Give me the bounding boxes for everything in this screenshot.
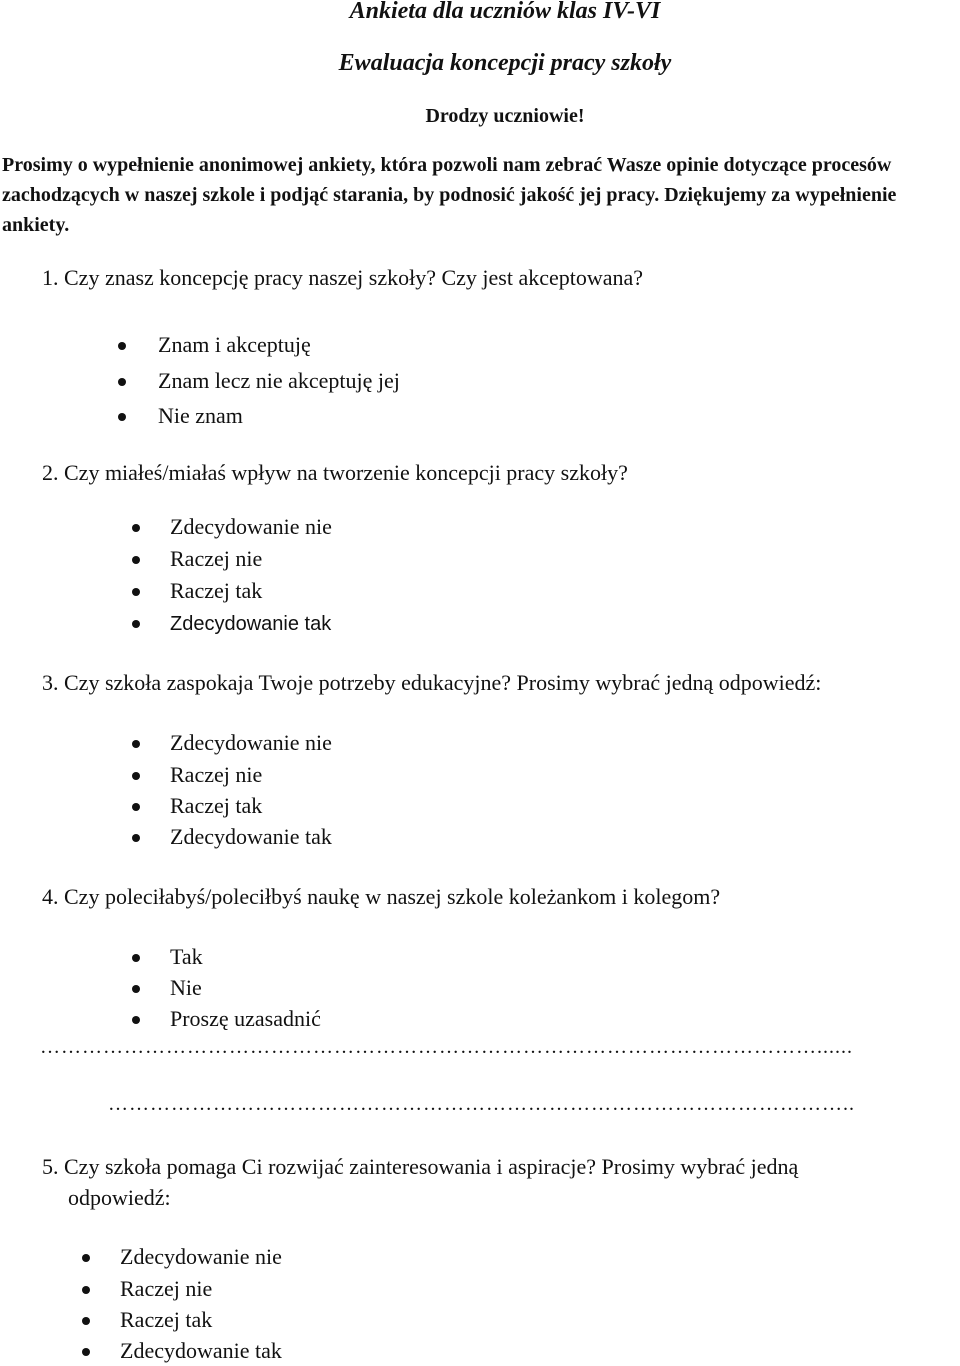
q5-option-1[interactable] — [82, 1244, 282, 1270]
q3-option-1[interactable] — [132, 730, 332, 756]
q2-option-1[interactable] — [132, 514, 332, 540]
option-label: Proszę uzasadnić — [170, 1006, 321, 1031]
q2-option-2[interactable] — [132, 546, 262, 572]
answer-line-2[interactable]: …………………………………………………………………………………………….. — [108, 1093, 855, 1115]
question-5-line-1: 5. Czy szkoła pomaga Ci rozwijać zainteresowania i aspiracje? Prosimy wybrać jedną — [42, 1154, 799, 1179]
q3-option-3[interactable] — [132, 793, 262, 819]
q5-option-2[interactable] — [82, 1276, 212, 1302]
option-label: Raczej tak — [170, 793, 263, 818]
bullet-icon — [132, 1016, 140, 1024]
option-label: Zdecydowanie tak — [170, 613, 332, 635]
bullet-icon — [132, 772, 140, 780]
option-label: Raczej nie — [170, 762, 263, 787]
option-label: Zdecydowanie nie — [120, 1244, 282, 1269]
option-label: Znam lecz nie akceptuję jej — [158, 368, 400, 393]
bullet-icon — [118, 413, 126, 421]
option-label: Nie — [170, 975, 202, 1000]
q4-option-3[interactable] — [132, 1006, 321, 1032]
option-label: Zdecydowanie tak — [120, 1338, 282, 1363]
q3-option-4[interactable] — [132, 824, 332, 850]
survey-title: Ankieta dla uczniów klas IV-VI — [349, 0, 661, 24]
greeting: Drodzy uczniowie! — [425, 105, 585, 127]
q5-option-4[interactable] — [82, 1338, 282, 1364]
q1-option-2[interactable] — [118, 368, 400, 394]
bullet-icon — [118, 342, 126, 350]
option-label: Tak — [170, 944, 203, 969]
option-label: Raczej nie — [170, 546, 263, 571]
bullet-icon — [82, 1286, 90, 1294]
question-1: 1. Czy znasz koncepcję pracy naszej szkoły? Czy jest akceptowana? — [42, 265, 644, 290]
option-label: Zdecydowanie nie — [170, 730, 332, 755]
option-label: Raczej tak — [120, 1307, 213, 1332]
bullet-icon — [82, 1254, 90, 1262]
intro-paragraph: Prosimy o wypełnienie anonimowej ankiety, która pozwoli nam zebrać Wasze opinie dotyczące procesów zachodzących w naszej szkole i podjąć starania, by podnosić jakość jej pracy. Dziękujemy za wypełnienie ankiety. — [2, 154, 897, 236]
q1-option-3[interactable] — [118, 403, 243, 429]
option-label: Raczej nie — [120, 1276, 213, 1301]
question-5-line-2: odpowiedź: — [68, 1185, 171, 1210]
question-2: 2. Czy miałeś/miałaś wpływ na tworzenie koncepcji pracy szkoły? — [42, 460, 628, 485]
survey-subtitle: Ewaluacja koncepcji pracy szkoły — [338, 50, 672, 76]
q1-option-1[interactable] — [118, 332, 311, 358]
q4-option-1[interactable] — [132, 944, 203, 970]
bullet-icon — [82, 1348, 90, 1356]
option-label: Zdecydowanie tak — [170, 824, 332, 849]
bullet-icon — [132, 740, 140, 748]
q3-option-2[interactable] — [132, 762, 262, 788]
bullet-icon — [132, 803, 140, 811]
q2-option-3[interactable] — [132, 578, 262, 604]
answer-line-1[interactable]: …………………………………………………………………………………………………...... — [40, 1036, 853, 1058]
q4-option-2[interactable] — [132, 975, 202, 1001]
bullet-icon — [132, 620, 140, 628]
bullet-icon — [132, 834, 140, 842]
q2-option-4[interactable] — [132, 610, 331, 636]
bullet-icon — [132, 985, 140, 993]
option-label: Zdecydowanie nie — [170, 514, 332, 539]
option-label: Raczej tak — [170, 578, 263, 603]
option-label: Znam i akceptuję — [158, 332, 311, 357]
q5-option-3[interactable] — [82, 1307, 212, 1333]
bullet-icon — [132, 524, 140, 532]
question-3: 3. Czy szkoła zaspokaja Twoje potrzeby edukacyjne? Prosimy wybrać jedną odpowiedź: — [42, 670, 822, 695]
bullet-icon — [118, 378, 126, 386]
bullet-icon — [132, 588, 140, 596]
option-label: Nie znam — [158, 403, 243, 428]
bullet-icon — [132, 954, 140, 962]
bullet-icon — [132, 556, 140, 564]
bullet-icon — [82, 1317, 90, 1325]
question-4: 4. Czy poleciłabyś/poleciłbyś naukę w naszej szkole koleżankom i kolegom? — [42, 884, 721, 909]
